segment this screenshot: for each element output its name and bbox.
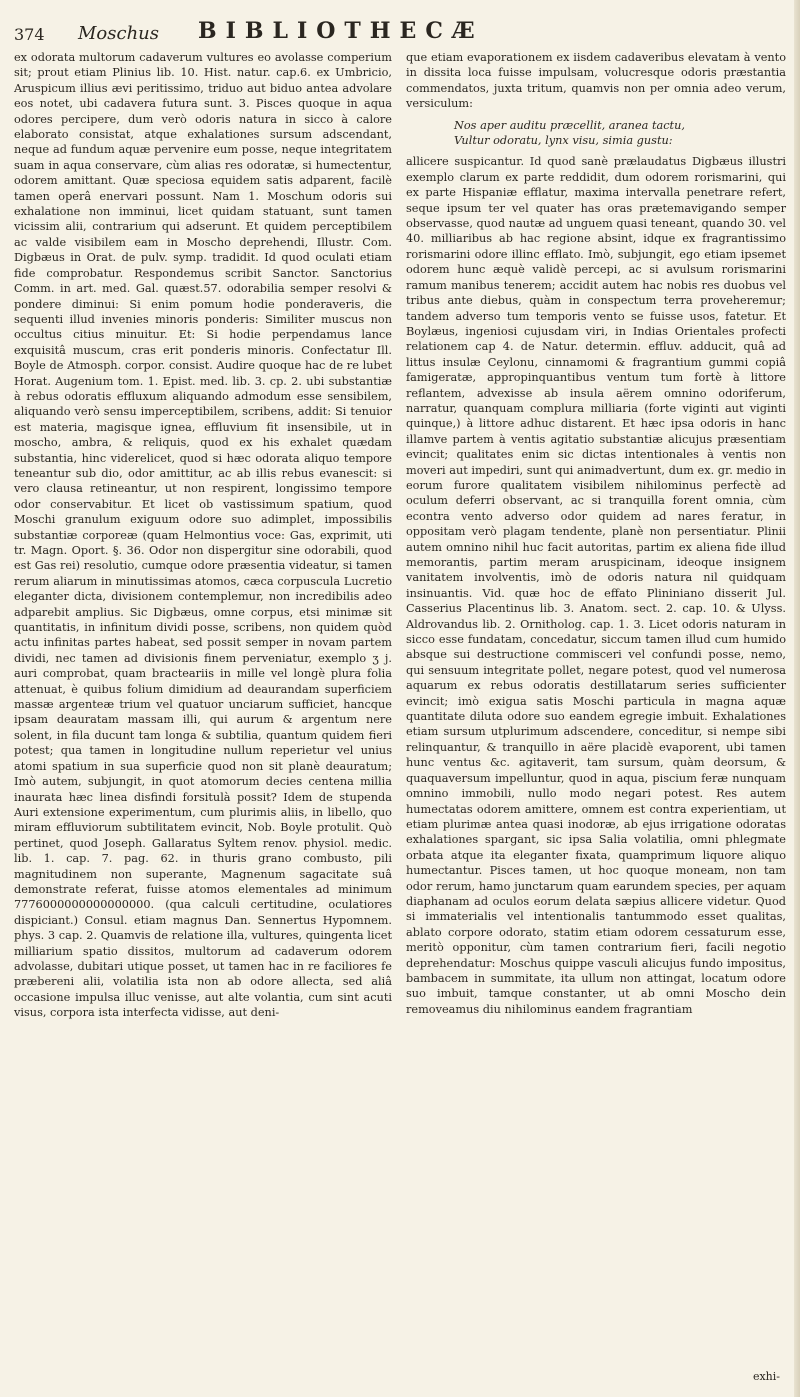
verse-line-2: Vultur odoratu, lynx visu, simia gustu:	[454, 134, 673, 148]
right-column-text-bottom: allicere suspicantur. Id quod sanè prælaudatus Digbæus illustri exemplo clarum ex parte reddidit, dum odorem rorismarini, qui ex parte Hispaniæ efflatur, maxima intervalla penetrare refert, seque ipsum ter vel quater has oras prætemavigando semper observasse, quod nautæ ad unguem quasi teneant, quando 30. vel 40. milliaribus ab hac regione absint, idque ex fragrantissimo rorismarini odore illinc efflato. Imò, subjungit, ego etiam ipsemet odorem hunc æquè validè percepi, ac si avulsum rorismarini ramum manibus tenerem; accidit autem hac nobis res duobus vel tribus ante diebus, quàm in conspectum terra proveheremur; tandem adverso tum temporis vento se fuisse usos, fatetur. Et Boylæus, ingeniosi cujusdam viri, in Indias Orientales profecti relationem cap 4. de Natur. determin. effluv. adducit, quâ ad littus insulæ Ceylonu, cinnamomi & fragrantium gummi copiâ famigeratæ, appropinquantibus ventum tum fortè à littore reflantem, advexisse ab insula aërem omnino odoriferum, narratur, quanquam complura milliaria (forte viginti aut viginti quinque,) à littore adhuc distarent. Et hæc ipsa odoris in hanc illamve partem à ventis agitatio substantiæ alicujus præsentiam evincit; qualitates enim sic dictas intentionales à ventis non moveri aut impediri, sunt qui animadvertunt, dum ex. gr. medio in eorum furore qualitatem visibilem nihilominus perfectè ad oculum deferri observant, ac si tranquilla forent omnia, cùm econtra vento adverso odor quidem ad nares feratur, in oppositam verò plagam tendente, planè non persentiatur. Plinii autem omnino nihil huc facit autoritas, partim ex aliena fide illud memorantis, partim meram aruspicinam, ideoque insignem vanitatem involventis, imò de odoris natura nil quidquam insinuantis. Vid. quæ hoc de effato Plininiano disserit Jul. Casserius Placentinus lib. 3. Anatom. sect. 2. cap. 10. & Ulyss. Aldrovandus lib. 2. Ornitholog. cap. 1. 3. Licet odoris naturam in sicco esse fundatam, concedatur, siccum tamen illud cum humido absque sui destructione commisceri vel confundi posse, nemo, qui sensuum integritate pollet, negare potest, quod vel numerosa aquarum ex rebus odoratis destillatarum series sufficienter evincit; imò exigua satis Moschi particula in magna aquæ quantitate diluta odore suo eandem egregie imbuit. Exhalationes etiam sursum utplurimum adscendere, conceditur, si nempe sibi relinquantur, & tranquillo in aëre placidè evaporent, ubi tamen hunc ventus &c. agitaverit, tam sursum, quàm deorsum, & quaquaversum impelluntur, quod in aqua, piscium feræ nunquam omnino immobili, nullo modo negari potest. Res autem humectatas odorem amittere, omnem est contra experientiam, ut etiam plurimæ antea quasi inodoræ, ab ejus irrigatione odoratas exhalationes spargant, sic ipsa Salia volatilia, omni phlegmate orbata atque ita eleganter fixata, quamprimum liquore aliquo humectantur. Pisces tamen, ut hoc quoque moneam, non tam odor rerum, hamo junctarum quam earundem species, per aquam diaphanam ad oculos eorum delata sæpius allicere videtur. Quod si immaterialis vel intentionalis tantummodo esset qualitas, ablato corpore odorato, statim etiam odorem cessaturum esse, meritò opponitur, cùm tamen contrarium fieri, facili negotio deprehendatur: Moschus quippe vasculi alicujus fundo impositus, bambacem in summitate, ita ullum non attingat, locatum odore suo imbuit, tamque constanter, ut ab omni Moscho dein removeamus diu nihilominus eandem fragrantiam	[406, 155, 786, 1016]
left-column-text: ex odorata multorum cadaverum vultures eo avolasse comperium sit; prout etiam Plinius lib. 10. Hist. natur. cap.6. ex Umbricio, Aruspicum illius ævi peritissimo, triduo aut biduo antea advolare eos notet, ubi cadavera futura sunt. 3. Pisces quoque in aqua odores percipere, dum verò odoris natura in sicco à calore elaborato consistat, atque exhalationes sursum adscendant, neque ad fundum aquæ pervenire eum posse, neque integritatem suam in aqua conservare, cùm alias res odoratæ, si humectentur, odorem amittant. Quæ speciosa equidem satis adparent, facilè tamen operâ enervari possunt. Nam 1. Moschum odoris sui exhalatione non imminui, licet quidam statuant, sunt tamen vicissim alii, contrarium qui adserunt. Et quidem perceptibilem ac valde visibilem eam in Moscho deprehendi, Illustr. Com. Digbæus in Orat. de pulv. symp. tradidit. Id quod oculati etiam fide comprobatur. Respondemus scribit Sanctor. Sanctorius Comm. in art. med. Gal. quæst.57. odorabilia semper resolvi & pondere diminui: Si enim pomum hodie ponderaveris, die sequenti illud invenies minoris ponderis: Similiter muscus non occultus citius minuitur. Et: Si hodie perpendamus lance exquisitâ muscum, cras erit ponderis minoris. Confectatur Ill. Boyle de Atmosph. corpor. consist. Audire quoque hac de re lubet Horat. Augenium tom. 1. Epist. med. lib. 3. cp. 2. ubi substantiæ à rebus odoratis effluxum aliquando admodum esse sensibilem, aliquando verò sensu imperceptibilem, scribens, addit: Si tenuior est materia, magisque ignea, effluvium fit insensibile, ut in moscho, ambra, & reliquis, quod ex his exhalet quædam substantia, hinc viderelicet, quod si hæc odorata aliquo tempore teneantur sub dio, odor amittitur, ac ab illis rebus evanescit: si vero clausa retineantur, ut non respirent, longissimo tempore odor conservabitur. Et licet ob vastissimum spatium, quod Moschi granulum exiguum odore suo adimplet, impossibilis substantiæ corporeæ (quam Helmontius voce: Gas, exprimit, uti tr. Magn. Oport. §. 36. Odor non dispergitur sine odorabili, quod est Gas rei) resolutio, cumque odore præsentia videatur, si tamen rerum aliarum in minutissimas atomos, cæca corpuscula Lucretio eleganter dicta, divisionem contemplemur, non incredibilis adeo adparebit amplius. Sic Digbæus, omne corpus, etsi minimæ sit quantitatis, in infinitum dividi posse, scribens, non quidem quòd actu infinitas partes habeat, sed possit semper in novam partem dividi, nec tamen ad divisionis finem perveniatur, exemplo ʒ j. auri comprobat, quam bracteariis in mille vel longè plura folia attenuat, è quibus folium dimidium ad deaurandam superficiem massæ argenteæ trium vel quatuor unciarum sufficiet, hancque ipsam deauratam massam illi, qui aurum & argentum nere solent, in fila ducunt tam longa & subtilia, quantum quidem fieri potest; qua tamen in longitudine nullum reperietur vel unius atomi spatium in sua superficie quod non sit planè deauratum; Imò autem, subjungit, in quot atomorum decies centena millia inaurata hæc linea disfindi forsitulà possit? Idem de stupenda Auri extensione experimentum, cum plurimis aliis, in libello, quo miram effluviorum subtilitatem evincit, Nob. Boyle protulit. Quò pertinet, quod Joseph. Gallaratus Syltem renov. physiol. medic. lib. 1. cap. 7. pag. 62. in thuris grano combusto, pili magnitudinem non superante, Magnenum sagacitate suâ demonstrate referat, fuisse atomos elementales ad minimum 7776000000000000000. (qua calculi certitudine, oculatiores dispiciant.) Consul. etiam magnus Dan. Sennertus Hypomnem. phys. 3 cap. 2. Quamvis de relatione illa, vultures, quingenta licet milliarium spatio dissitos, multorum ad cadaverum odorem advolasse, dubitari utique posset, ut tamen hac in re faciliores fe præbereni alii, volatilia ista non ab odore allecta, sed aliâ occasione impulsa illuc venisse, aut alte volantia, cum sint acuti visus, corpora ista interfecta vidisse, aut deni-	[14, 51, 392, 1020]
catchword: exhi-	[752, 1370, 780, 1383]
page-number: 374	[14, 25, 45, 44]
right-column	[406, 50, 786, 1017]
page-header	[14, 10, 786, 44]
right-column-text-top: que etiam evaporationem ex iisdem cadaveribus elevatam à vento in dissita loca fuisse impulsam, volucresque odoris præstantia commendatos, juxta tritum, quamvis non per omnia adeo verum, versiculum:	[406, 51, 786, 111]
verse-line-1: Nos aper auditu præcellit, aranea tactu,	[454, 118, 685, 132]
page-edge	[794, 0, 800, 1397]
left-column	[14, 50, 392, 1021]
running-title: BIBLIOTHECÆ	[198, 18, 484, 44]
verse-quote	[454, 118, 786, 149]
header-keyword: Moschus	[78, 23, 160, 44]
